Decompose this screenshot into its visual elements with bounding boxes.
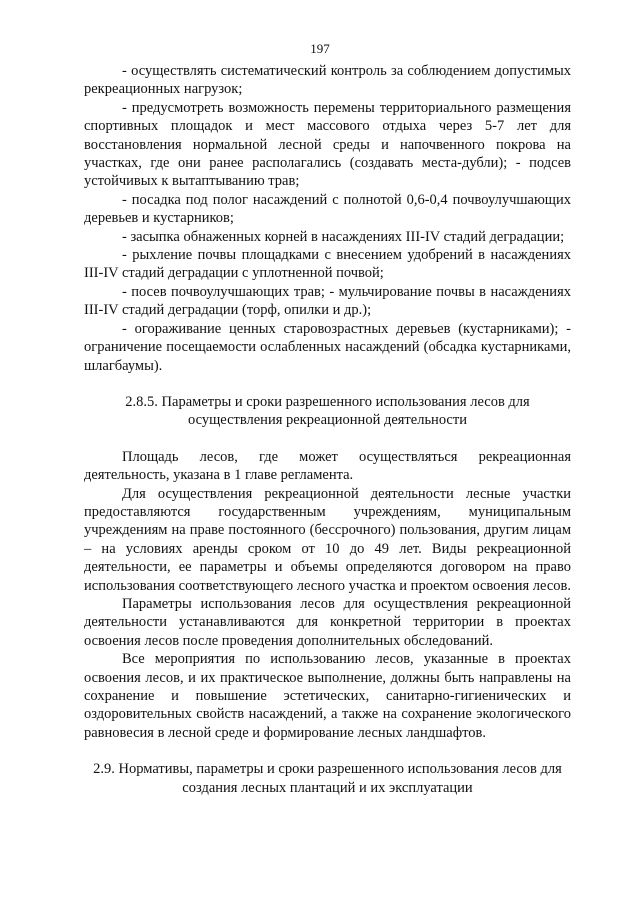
section-heading-2-8-5: 2.8.5. Параметры и сроки разрешенного использования лесов для осуществления рекреационной деятельности — [125, 393, 530, 429]
list-item: - предусмотреть возможность перемены территориального размещения спортивных площадок и мест массового отдыха через 5-7 лет для восстановления нормальной лесной среды и напочвенного покрова на участках, где они ранее располагались (создавать места-дубли); - подсев устойчивых к вытаптыванию трав; — [84, 99, 571, 190]
paragraph: Параметры использования лесов для осуществления рекреационной деятельности устанавливаются для конкретной территории в проектах освоения лесов после проведения дополнительных обследований. — [84, 595, 571, 649]
paragraph: Все мероприятия по использованию лесов, указанные в проектах освоения лесов, и их практическое выполнение, должны быть направлены на сохранение и повышение эстетических, санитарно-гигиенических и оздоровительных свойств насаждений, а также на сохранение экологического равновесия в лесной среде и формирование лесных ландшафтов. — [84, 651, 571, 741]
section-heading-2-9: 2.9. Нормативы, параметры и сроки разрешенного использования лесов для создания лесных плантаций и их эксплуатации — [93, 761, 562, 796]
paragraph: Для осуществления рекреационной деятельности лесные участки предоставляются государственным учреждениям, муниципальным учреждениям на праве постоянного (бессрочного) пользования, другим лицам – на условиях аренды сроком от 10 до 49 лет. Виды рекреационной деятельности, ее параметры и объемы определяются договором на право использования соответствующего лесного участка и проектом освоения лесов. — [84, 485, 571, 594]
page-content — [84, 62, 571, 797]
list-item: - огораживание ценных старовозрастных деревьев (кустарниками); - ограничение посещаемости ослабленных насаждений (обсадка кустарниками, шлагбаумы). — [84, 320, 571, 374]
paragraph: Площадь лесов, где может осуществляться рекреационная деятельность, указана в 1 главе регламента. — [84, 448, 571, 484]
measures-list — [84, 62, 571, 375]
list-item: - засыпка обнаженных корней в насаждениях III-IV стадий деградации; — [122, 228, 565, 245]
list-item: - рыхление почвы площадками с внесением удобрений в насаждениях III-IV стадий деградации с уплотненной почвой; — [84, 247, 571, 282]
list-item: - посев почвоулучшающих трав; - мульчирование почвы в насаждениях III-IV стадий деградации (торф, опилки и др.); — [84, 283, 571, 319]
section-body-2-8-5 — [84, 448, 571, 743]
list-item: - осуществлять систематический контроль за соблюдением допустимых рекреационных нагрузок; — [84, 63, 571, 98]
page-number: 197 — [310, 41, 330, 56]
list-item: - посадка под полог насаждений с полнотой 0,6-0,4 почвоулучшающих деревьев и кустарников; — [84, 191, 571, 227]
